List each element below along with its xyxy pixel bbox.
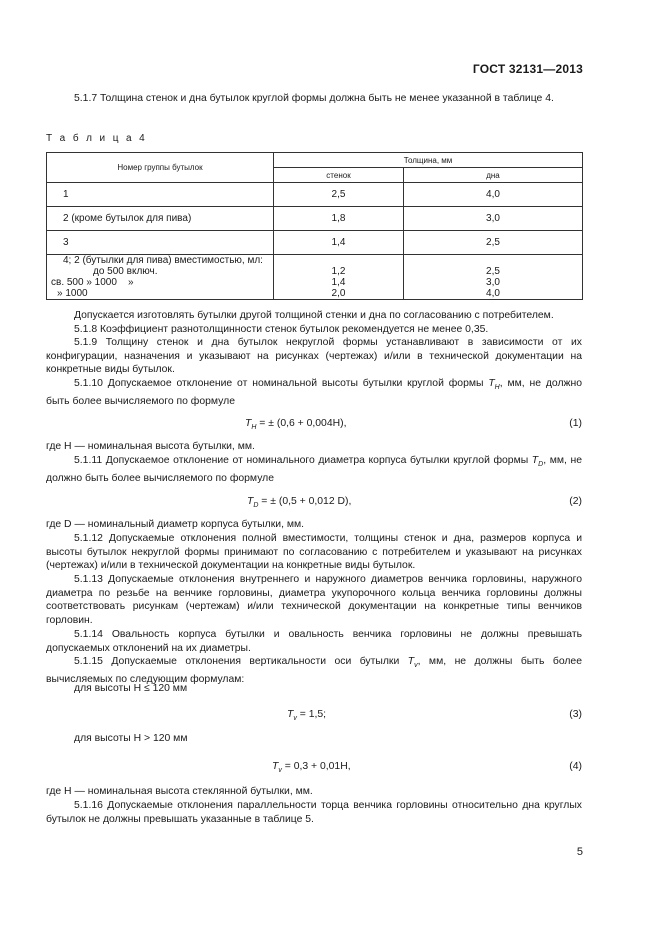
standard-number: ГОСТ 32131—2013 <box>472 62 583 76</box>
paragraph-text: 5.1.14 Овальность корпуса бутылки и овальность венчика горловины не должны превышать допускаемых отклонений на их диаметры. <box>46 629 582 654</box>
symbol-sub: v <box>414 662 418 670</box>
paragraph-text: , мм, не должно быть более вычисляемого по формуле <box>46 378 582 407</box>
paragraph-5-1-16 <box>46 799 582 826</box>
paragraph-5-1-11 <box>46 454 582 485</box>
formula-lhs: T <box>272 761 279 772</box>
formula-lhs: T <box>245 418 252 429</box>
table-row <box>47 207 583 231</box>
table-row <box>47 255 583 300</box>
formula-rhs: = ± (0,5 + 0,012 D), <box>258 496 352 507</box>
paragraph-text: , мм, не должны быть более вычисляемых по следующим формулам: <box>46 656 582 685</box>
cell-group: 2 (кроме бутылок для пива) <box>47 207 274 231</box>
where-d: где D — номинальный диаметр корпуса бутылки, мм. <box>46 519 305 530</box>
group-title: 4; 2 (бутылки для пива) вместимостью, мл: <box>63 255 263 266</box>
symbol: T <box>407 656 415 667</box>
paragraph-text: 5.1.16 Допускаемые отклонения параллельности торца венчика горловины относительно дна круглых бутылок не должны превышать указанные в таблице 5. <box>46 800 582 825</box>
formula-1 <box>245 418 346 431</box>
paragraph-text: 5.1.13 Допускаемые отклонения внутреннего и наружного диаметров венчика горловины, наружного диаметра по резьбе на венчике горловины, диаметра укупорочного кольца венчика горловины должны соответствовать рисункам (чертежам) и/или технической документации на конкретные типы венчиков горловин. <box>46 574 582 626</box>
cell-walls-multi <box>274 255 404 300</box>
bottom-value: 4,0 <box>486 288 500 299</box>
paragraph-text: 5.1.10 Допускаемое отклонение от номинальной высоты бутылки круглой формы <box>74 378 489 389</box>
cell-bottom-multi <box>404 255 583 300</box>
group-line: » 1000 <box>57 288 88 299</box>
group-line: св. 500 » 1000 » <box>51 277 134 288</box>
header-thickness: Толщина, мм <box>274 153 583 168</box>
cell-walls: 1,8 <box>274 207 404 231</box>
walls-value: 1,2 <box>331 266 346 277</box>
formula-sub: H <box>251 424 257 432</box>
height-le-120: для высоты H ≤ 120 мм <box>74 683 188 694</box>
height-gt-120: для высоты H > 120 мм <box>74 733 188 744</box>
formula-number: (2) <box>569 496 582 507</box>
formula-sub: v <box>278 767 282 775</box>
walls-value: 1,4 <box>331 277 346 288</box>
page-number: 5 <box>576 846 583 858</box>
formula-rhs: = 0,3 + 0,01H, <box>281 761 351 772</box>
table-4 <box>46 152 583 300</box>
header-walls: стенок <box>274 168 404 183</box>
cell-group-multi <box>47 255 274 300</box>
where-h2: где H — номинальная высота стеклянной бутылки, мм. <box>46 786 313 797</box>
where-h: где H — номинальная высота бутылки, мм. <box>46 441 255 452</box>
paragraph-text: 5.1.12 Допускаемые отклонения полной вместимости, толщины стенок и дна, размеров корпуса и высоты бутылок некруглой формы принимают по согласованию с потребителем и указывают на рисунках (чертежах) и/или в технической документации на конкретные виды бутылок. <box>46 533 582 572</box>
paragraph-text: 5.1.7 Толщина стенок и дна бутылок круглой формы должна быть не менее указанной в таблице 4. <box>74 93 554 104</box>
paragraph-text: 5.1.15 Допускаемые отклонения вертикальности оси бутылки <box>74 656 408 667</box>
paragraph-text: 5.1.9 Толщину стенок и дна бутылок некруглой формы устанавливают в зависимости от их конфигурации, назначения и указывают на рисунках (чертежах) и/или в технической документации на конкретные виды бутылок. <box>46 337 582 376</box>
cell-bottom: 4,0 <box>404 183 583 207</box>
paragraph-5-1-12 <box>46 532 582 573</box>
symbol-sub: D <box>538 461 544 469</box>
paragraph-text: 5.1.8 Коэффициент разнотолщинности стенок бутылок рекомендуется не менее 0,35. <box>74 324 489 335</box>
paragraph-allow-other <box>46 309 582 323</box>
formula-sub: D <box>253 502 259 510</box>
formula-number: (4) <box>569 761 582 772</box>
cell-group: 1 <box>47 183 274 207</box>
cell-bottom: 3,0 <box>404 207 583 231</box>
bottom-value: 2,5 <box>486 266 500 277</box>
paragraph-5-1-7 <box>46 92 582 106</box>
paragraph-5-1-9 <box>46 336 582 377</box>
cell-walls: 2,5 <box>274 183 404 207</box>
cell-bottom: 2,5 <box>404 231 583 255</box>
header-bottom: дна <box>404 168 583 183</box>
paragraph-5-1-13 <box>46 573 582 627</box>
symbol: T <box>488 378 495 389</box>
formula-number: (3) <box>569 709 582 720</box>
formula-3 <box>287 709 326 722</box>
paragraph-text: Допускается изготовлять бутылки другой толщиной стенки и дна по согласованию с потребителем. <box>74 310 554 321</box>
table-row <box>47 183 583 207</box>
group-line: до 500 включ. <box>93 266 158 277</box>
table-row <box>47 231 583 255</box>
symbol-sub: H <box>494 384 500 392</box>
header-group: Номер группы бутылок <box>47 153 274 183</box>
formula-lhs: T <box>287 709 294 720</box>
paragraph-5-1-14 <box>46 628 582 655</box>
formula-sub: v <box>293 715 297 723</box>
paragraph-5-1-10 <box>46 377 582 408</box>
formula-number: (1) <box>569 418 582 429</box>
cell-walls: 1,4 <box>274 231 404 255</box>
cell-group: 3 <box>47 231 274 255</box>
bottom-value: 3,0 <box>486 277 500 288</box>
walls-value: 2,0 <box>331 288 346 299</box>
formula-2 <box>247 496 351 509</box>
formula-rhs: = ± (0,6 + 0,004H), <box>256 418 347 429</box>
symbol: T <box>531 455 539 466</box>
formula-lhs: T <box>247 496 254 507</box>
paragraph-text: , мм, не должно быть более вычисляемого по формуле <box>46 455 582 484</box>
table-caption: Т а б л и ц а 4 <box>46 133 148 144</box>
paragraph-5-1-8 <box>46 323 582 337</box>
formula-4 <box>272 761 351 774</box>
formula-rhs: = 1,5; <box>296 709 327 720</box>
paragraph-text: 5.1.11 Допускаемое отклонение от номинального диаметра корпуса бутылки круглой формы <box>74 455 532 466</box>
